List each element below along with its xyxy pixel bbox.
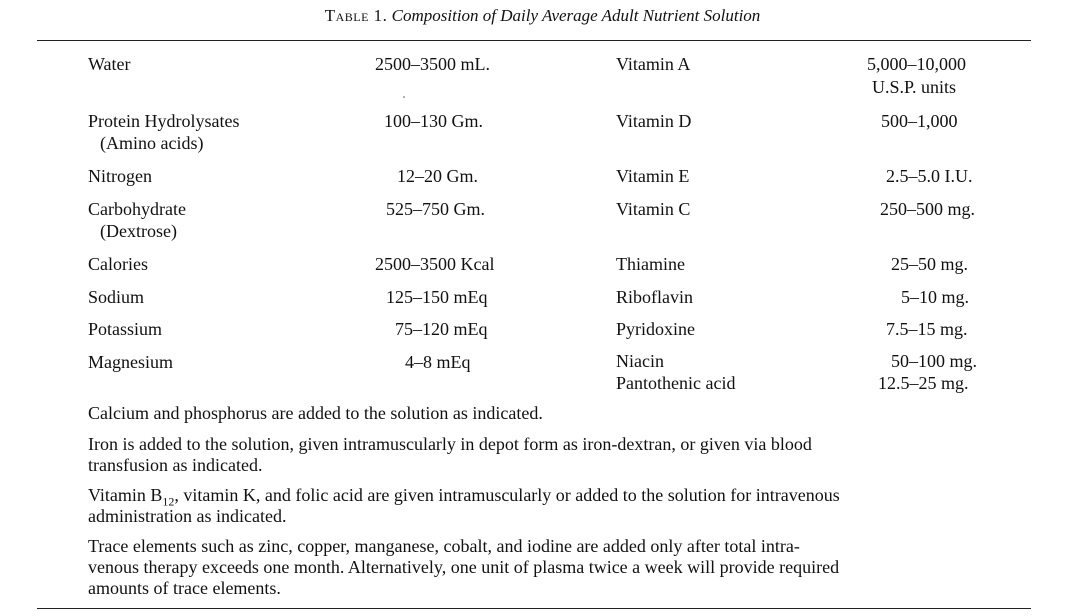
- left-value-calories: 2500–3500 Kcal: [375, 254, 495, 274]
- right-value-riboflavin: 5–10 mg.: [901, 287, 970, 307]
- right-name-pantothenic-acid: Pantothenic acid: [616, 373, 736, 393]
- note-vitamin-b12-line-1: [88, 485, 988, 509]
- note-vitamin-b12: [88, 485, 988, 527]
- right-name-pyridoxine: Pyridoxine: [616, 319, 695, 339]
- left-sub-carbohydrate: (Dextrose): [100, 221, 177, 241]
- left-name-water: Water: [88, 54, 131, 74]
- right-name-vitamin-d: Vitamin D: [616, 111, 692, 131]
- note-vitamin-b-rest: , vitamin K, and folic acid are given intramuscularly or added to the solution for intravenous: [174, 485, 840, 505]
- left-name-magnesium: Magnesium: [88, 352, 173, 372]
- left-value-potassium: 75–120 mEq: [395, 319, 488, 339]
- left-sub-protein: (Amino acids): [100, 133, 204, 153]
- left-value-carbohydrate: 525–750 Gm.: [386, 199, 485, 219]
- right-name-vitamin-e: Vitamin E: [616, 166, 690, 186]
- table-caption: Composition of Daily Average Adult Nutrient Solution: [391, 6, 761, 25]
- note-iron-line-1: Iron is added to the solution, given intramuscularly in depot form as iron-dextran, or given via blood: [88, 434, 812, 454]
- bottom-rule: [37, 608, 1031, 609]
- left-value-sodium: 125–150 mEq: [386, 287, 488, 307]
- note-trace-elements: [88, 536, 988, 599]
- right-value-thiamine: 25–50 mg.: [891, 254, 969, 274]
- right-value-pantothenic-acid: 12.5–25 mg.: [878, 373, 969, 393]
- note-iron-line-2: transfusion as indicated.: [88, 455, 263, 475]
- right-value-pyridoxine: 7.5–15 mg.: [886, 319, 968, 339]
- table-label: Table 1.: [324, 6, 388, 25]
- top-rule: [37, 40, 1031, 41]
- note-vitamin-b-subscript: 12: [162, 494, 175, 509]
- right-value-vitamin-a: 5,000–10,000: [867, 54, 966, 74]
- right-name-niacin: Niacin: [616, 351, 664, 371]
- note-trace-line-2: venous therapy exceeds one month. Alternatively, one unit of plasma twice a week will provide required: [88, 557, 840, 577]
- left-name-nitrogen: Nitrogen: [88, 166, 152, 186]
- right-value-vitamin-d: 500–1,000: [881, 111, 958, 131]
- note-calcium: [88, 403, 988, 424]
- left-name-potassium: Potassium: [88, 319, 163, 339]
- note-trace-line-1: Trace elements such as zinc, copper, manganese, cobalt, and iodine are added only after total intra-: [88, 536, 800, 556]
- print-speck: [403, 96, 405, 98]
- left-value-magnesium: 4–8 mEq: [405, 352, 471, 372]
- right-name-riboflavin: Riboflavin: [616, 287, 693, 307]
- left-name-calories: Calories: [88, 254, 148, 274]
- note-trace-line-3: amounts of trace elements.: [88, 578, 281, 598]
- left-value-water: 2500–3500 mL.: [375, 54, 490, 74]
- right-value-vitamin-a-units: U.S.P. units: [872, 77, 957, 97]
- left-value-protein: 100–130 Gm.: [384, 111, 483, 131]
- right-name-vitamin-a: Vitamin A: [616, 54, 691, 74]
- note-calcium-text: Calcium and phosphorus are added to the solution as indicated.: [88, 403, 543, 423]
- right-name-thiamine: Thiamine: [616, 254, 685, 274]
- table-title: [0, 6, 1085, 26]
- left-name-protein: Protein Hydrolysates: [88, 111, 240, 131]
- left-name-carbohydrate: Carbohydrate: [88, 199, 186, 219]
- right-name-vitamin-c: Vitamin C: [616, 199, 691, 219]
- note-vitamin-b-text: Vitamin B: [88, 485, 163, 505]
- note-vitamin-b12-line-2: administration as indicated.: [88, 506, 287, 526]
- right-value-vitamin-c: 250–500 mg.: [880, 199, 976, 219]
- right-value-vitamin-e: 2.5–5.0 I.U.: [886, 166, 973, 186]
- right-value-niacin: 50–100 mg.: [891, 351, 978, 371]
- left-value-nitrogen: 12–20 Gm.: [397, 166, 478, 186]
- left-name-sodium: Sodium: [88, 287, 145, 307]
- note-iron: [88, 434, 988, 476]
